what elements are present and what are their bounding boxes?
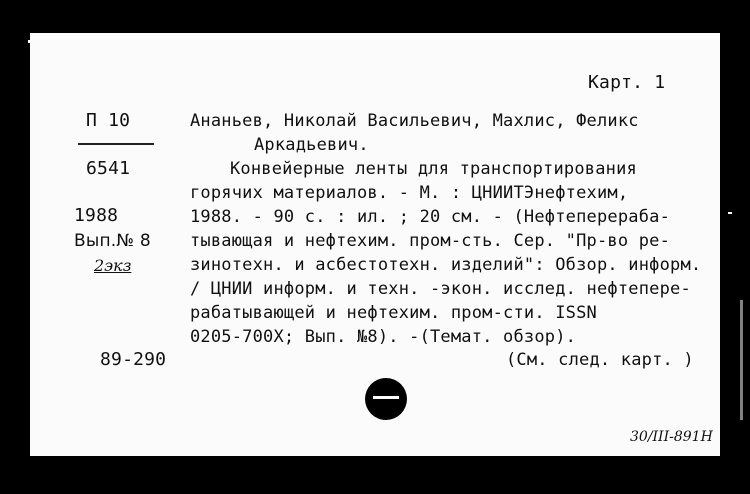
author-line-continued: Аркадьевич. <box>254 135 369 155</box>
shelfmark: П 10 <box>86 110 131 131</box>
issn-line: 0205-700Х; Вып. №8). -(Темат. обзор). <box>190 327 577 347</box>
author-line: Ананьев, Николай Васильевич, Махлис, Феликс <box>190 111 639 131</box>
shelfmark-rule <box>78 143 154 145</box>
scan-edge-mark <box>728 212 732 214</box>
series-line: тывающая и нефтехим. пром-сть. Сер. "Пр-во ре- <box>190 231 671 251</box>
publisher-line: / ЦНИИ информ. и техн. -экон. исслед. нефтепере- <box>190 279 691 299</box>
registration-number: 89-290 <box>100 349 167 370</box>
publisher-line: рабатывающей и нефтехим. пром-сти. ISSN <box>190 303 597 323</box>
ocr-code: 30/III-891Н <box>630 429 713 445</box>
catalog-card <box>30 33 720 456</box>
imprint-line: горячих материалов. - М. : ЦНИИТЭнефтехим, <box>190 183 629 203</box>
card-number: Карт. 1 <box>588 72 666 93</box>
scan-edge-mark <box>740 300 743 420</box>
inventory-number: 6541 <box>86 158 131 179</box>
series-line: зинотехн. и асбестотехн. изделий": Обзор. информ. <box>190 255 702 275</box>
issue-number: Вып.№ 8 <box>74 231 151 251</box>
continuation-note: (См. след. карт. ) <box>506 350 694 370</box>
title-line: Конвейерные ленты для транспортирования <box>230 159 637 179</box>
handwritten-mark: 2экз <box>94 256 132 275</box>
description-line: 1988. - 90 с. : ил. ; 20 см. - (Нефтеперераба- <box>190 207 671 227</box>
year: 1988 <box>74 205 119 226</box>
card-punch-hole <box>365 378 407 420</box>
